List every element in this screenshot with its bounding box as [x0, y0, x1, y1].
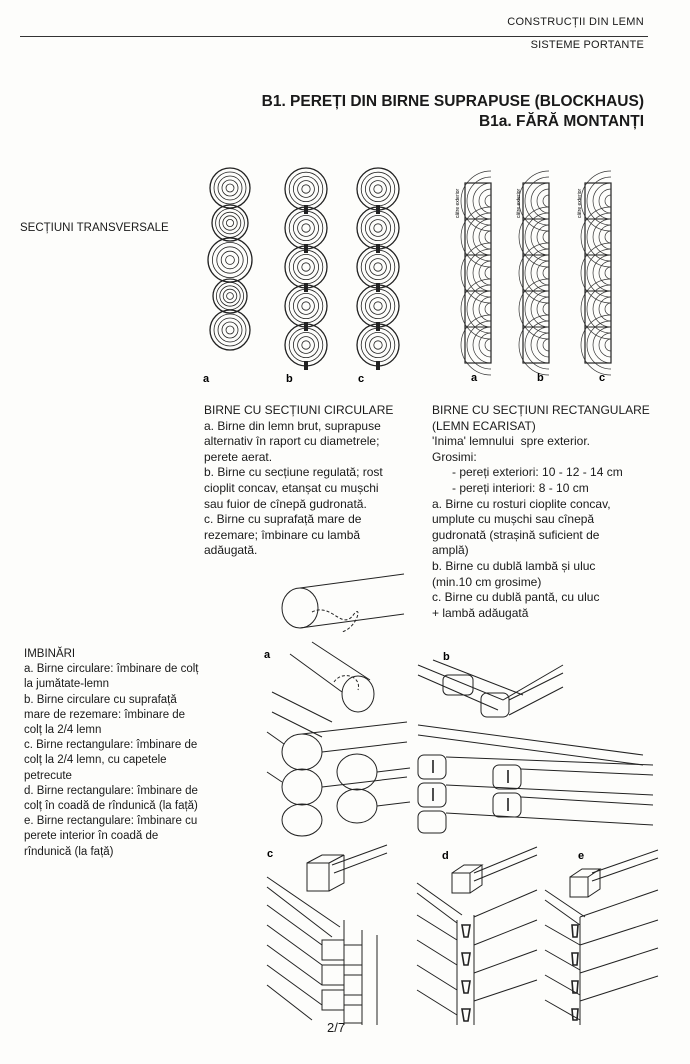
- circ-text-line: c. Birne cu suprafață mare de: [204, 512, 362, 527]
- rect-text-line: a. Birne cu rosturi cioplite concav,: [432, 496, 611, 511]
- rect-label-c: c: [599, 372, 606, 384]
- page-title: [262, 92, 644, 132]
- joint-label-d: d: [442, 850, 449, 862]
- joint-text-line: rîndunică (la față): [24, 845, 114, 858]
- joint-text-line: colț la 2/4 lemn: [24, 724, 102, 737]
- joint-text-line: perete interior în coadă de: [24, 830, 159, 843]
- joint-label-a: a: [264, 649, 271, 661]
- circ-text-line: alternativ în raport cu diametrele;: [204, 434, 380, 449]
- circular-description: [204, 403, 393, 559]
- rect-text-line: 'Inima' lemnului spre exterior.: [432, 434, 590, 449]
- rect-log-column: [581, 171, 611, 375]
- circ-label-b: b: [286, 373, 293, 385]
- circ-text-line: b. Birne cu secțiune regulată; rost: [204, 465, 383, 480]
- joint-text-line: colț la 2/4 lemn, cu capetele: [24, 754, 167, 767]
- circ-text-line: adăugată.: [204, 543, 258, 558]
- rect-side-label-a: către exterior: [455, 188, 461, 218]
- circ-label-c: c: [358, 373, 365, 385]
- rect-log-column: [461, 171, 491, 375]
- title-main: B1. PEREȚI DIN BIRNE SUPRAPUSE (BLOCKHAUS): [261, 93, 644, 110]
- header-category: CONSTRUCȚII DIN LEMN: [507, 16, 644, 28]
- rect-log-column: [519, 171, 549, 375]
- rect-text-line: b. Birne cu dublă lambă și uluc: [432, 558, 596, 573]
- joint-text-line: a. Birne circulare: îmbinare de colț: [24, 663, 199, 676]
- log-section: [210, 310, 250, 350]
- title-sub: B1a. FĂRĂ MONTANȚI: [478, 113, 644, 130]
- rect-label-a: a: [471, 372, 478, 384]
- rect-text-line: amplă): [432, 543, 469, 558]
- rect-text-line: (min.10 cm grosime): [432, 574, 542, 589]
- joint-text-line: petrecute: [24, 769, 72, 782]
- joint-b-figure: [413, 645, 658, 840]
- rect-text-line: umplute cu mușchi sau cînepă: [432, 512, 595, 527]
- joint-c-figure: [262, 845, 392, 1030]
- circ-text-line: cioplit concav, etanșat cu mușchi: [204, 480, 379, 495]
- log-section: [208, 238, 252, 282]
- rect-text-line: + lambă adăugată: [432, 605, 529, 620]
- circ-text-line: BIRNE CU SECȚIUNI CIRCULARE: [204, 403, 394, 417]
- rect-text-line: - pereți interiori: 8 - 10 cm: [452, 480, 589, 495]
- rect-text-line: BIRNE CU SECȚIUNI RECTANGULARE: [432, 403, 650, 417]
- joints-description: [24, 647, 259, 860]
- joint-d-figure: [412, 845, 540, 1030]
- page-number: 2/7: [327, 1020, 346, 1035]
- joint-label-c: c: [267, 848, 274, 860]
- rect-text-line: c. Birne cu dublă pantă, cu uluc: [432, 590, 600, 605]
- joint-a-figure: [262, 572, 412, 832]
- joint-text-line: d. Birne rectangulare: îmbinare de: [24, 784, 198, 797]
- joint-text-line: mare de rezemare: îmbinare de: [24, 708, 186, 721]
- rect-text-line: gudronată (strașină suficient de: [432, 527, 600, 542]
- header-subcategory: SISTEME PORTANTE: [530, 39, 644, 51]
- rect-side-label-c: către exterior: [577, 188, 583, 218]
- joint-e-figure: [540, 845, 660, 1030]
- header-rule: [20, 36, 648, 37]
- joints-label: IMBINĂRI: [24, 648, 76, 660]
- circ-text-line: a. Birne din lemn brut, suprapuse: [204, 418, 381, 433]
- rectangular-description: [432, 403, 650, 621]
- log-section: [213, 279, 247, 313]
- circ-text-line: sau fuior de cînepă gudronată.: [204, 496, 367, 511]
- rect-side-label-b: către exterior: [516, 188, 522, 218]
- joint-text-line: e. Birne rectangulare: îmbinare cu: [24, 815, 198, 828]
- circular-logs-figure: [200, 160, 420, 390]
- log-section: [210, 168, 250, 208]
- rect-text-line: (LEMN ECARISAT): [432, 418, 536, 433]
- rect-text-line: - pereți exteriori: 10 - 12 - 14 cm: [452, 465, 623, 480]
- rect-label-b: b: [537, 372, 544, 384]
- circ-text-line: rezemare; îmbinare cu lambă: [204, 527, 361, 542]
- cross-sections-label: SECȚIUNI TRANSVERSALE: [20, 222, 169, 234]
- log-section: [212, 205, 248, 241]
- joint-text-line: colț în coadă de rîndunică (la față): [24, 800, 198, 813]
- joint-text-line: la jumătate-lemn: [24, 678, 110, 691]
- joint-text-line: b. Birne circulare cu suprafață: [24, 693, 177, 706]
- joint-label-b: b: [443, 651, 450, 663]
- joint-label-e: e: [578, 850, 585, 862]
- rect-text-line: Grosimi:: [432, 449, 477, 464]
- joint-text-line: c. Birne rectangulare: îmbinare de: [24, 739, 198, 752]
- rectangular-logs-figure: [425, 178, 625, 388]
- circ-label-a: a: [203, 373, 210, 385]
- circ-text-line: perete aerat.: [204, 449, 273, 464]
